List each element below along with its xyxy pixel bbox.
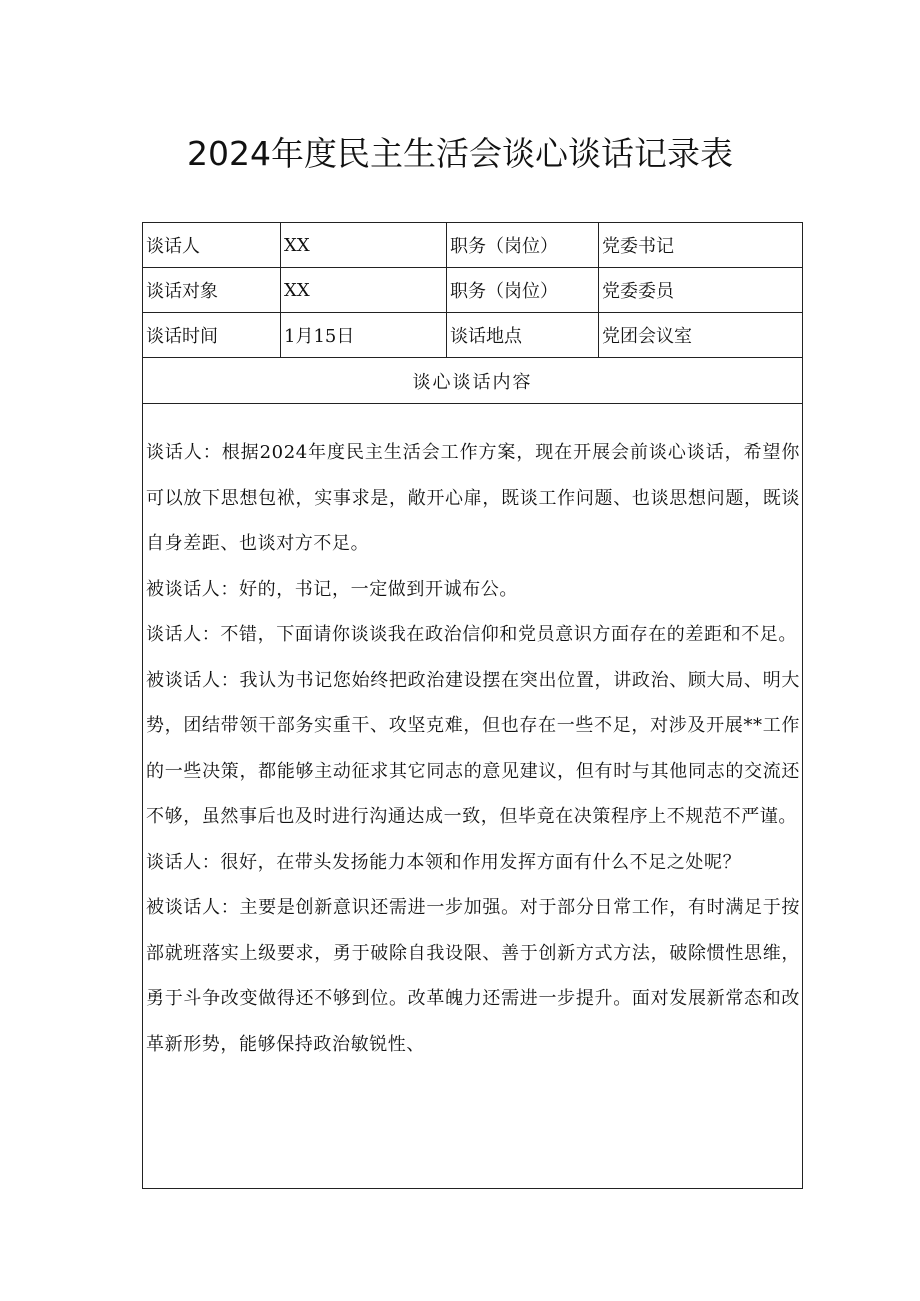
paragraph-6: 被谈话人：主要是创新意识还需进一步加强。对于部分日常工作，有时满足于按部就班落实上级要求，勇于破除自我设限、善于创新方式方法，破除惯性思维，勇于斗争改变做得还不够到位。改革魄力还需进一步提升。面对发展新常态和改革新形势，能够保持政治敏锐性、 [146,897,800,1055]
talk-place-label: 谈话地点 [447,313,599,358]
document-title: 2024年度民主生活会谈心谈话记录表 [187,134,733,173]
paragraph-2: 被谈话人：好的，书记，一定做到开诚布公。 [146,578,518,600]
row-interviewer [143,223,803,268]
content-heading: 谈心谈话内容 [143,358,803,404]
interviewer-position-value: 党委书记 [599,223,803,268]
interviewee-position-label: 职务（岗位） [447,268,599,313]
interviewee-position-value: 党委委员 [599,268,803,313]
row-content-heading [143,358,803,404]
talk-place-value: 党团会议室 [599,313,803,358]
interviewer-position-label: 职务（岗位） [447,223,599,268]
interviewer-label: 谈话人 [143,223,281,268]
row-content [143,404,803,1189]
paragraph-3: 谈话人：不错，下面请你谈谈我在政治信仰和党员意识方面存在的差距和不足。 [146,624,797,645]
paragraph-1: 谈话人：根据2024年度民主生活会工作方案，现在开展会前谈心谈话，希望你可以放下思想包袱，实事求是，敞开心扉，既谈工作问题、也谈思想问题，既谈自身差距、也谈对方不足。 [146,442,800,554]
interviewee-label: 谈话对象 [143,268,281,313]
row-time-place [143,313,803,358]
paragraph-5: 谈话人：很好，在带头发扬能力本领和作用发挥方面有什么不足之处呢？ [146,851,742,873]
record-table [142,222,803,1189]
interviewee-value: XX [281,268,447,313]
content-cell [143,404,803,1189]
interviewer-value: XX [281,223,447,268]
row-interviewee [143,268,803,313]
talk-time-value: 1月15日 [281,313,447,358]
paragraph-4: 被谈话人：我认为书记您始终把政治建设摆在突出位置，讲政治、顾大局、明大势，团结带领干部务实重干、攻坚克难，但也存在一些不足，对涉及开展**工作的一些决策，都能够主动征求其它同志的意见建议，但有时与其他同志的交流还不够，虽然事后也及时进行沟通达成一致，但毕竟在决策程序上不规范不严谨。 [146,669,800,827]
talk-time-label: 谈话时间 [143,313,281,358]
